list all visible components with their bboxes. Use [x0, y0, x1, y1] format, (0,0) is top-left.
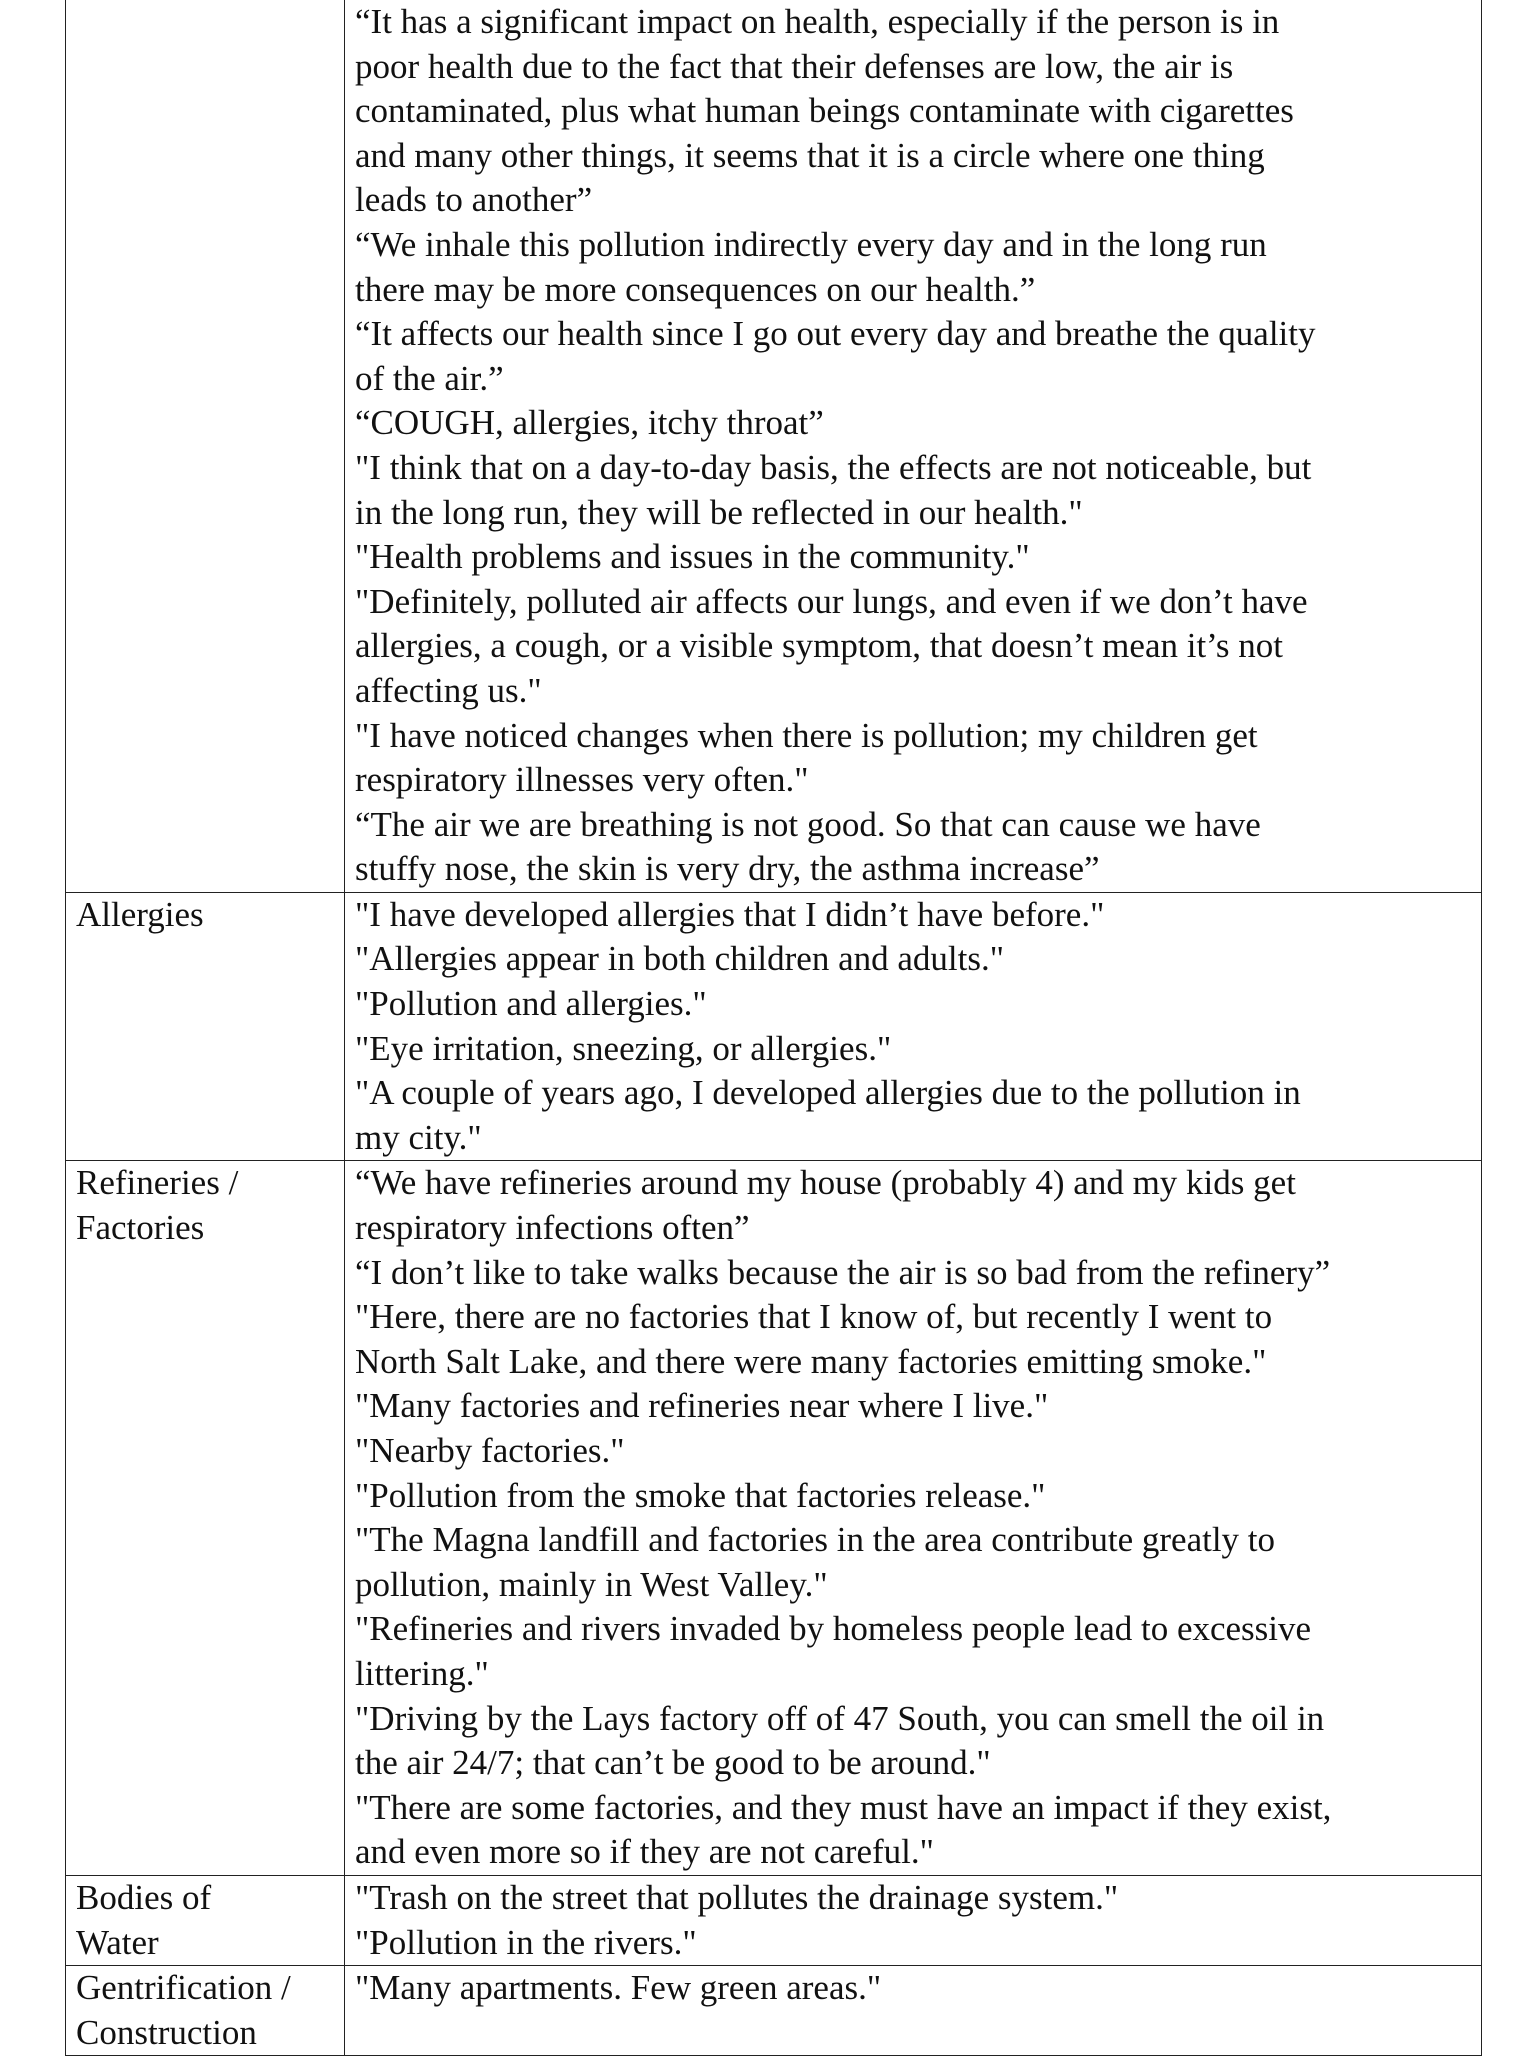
theme-cell [66, 892, 345, 1161]
quote-line: and even more so if they are not careful." [355, 1832, 934, 1872]
theme-label-line: Refineries / [76, 1163, 239, 1203]
quote [355, 893, 1471, 938]
quote [355, 803, 1471, 892]
quote [355, 223, 1471, 312]
quote-line: North Salt Lake, and there were many factories emitting smoke." [355, 1341, 1267, 1381]
quote-line: in the long run, they will be reflected in our health." [355, 492, 1083, 532]
table-row [66, 0, 1482, 892]
quote-line: “It affects our health since I go out every day and breathe the quality [355, 314, 1316, 354]
quote-line: "Pollution from the smoke that factories release." [355, 1475, 1046, 1515]
quote-line: my city." [355, 1117, 482, 1157]
table-row [66, 1966, 1482, 2056]
theme-cell [66, 1161, 345, 1876]
quote-line: and many other things, it seems that it is a circle where one thing [355, 135, 1265, 175]
quote-line: "Eye irritation, sneezing, or allergies." [355, 1028, 892, 1068]
quote [355, 1876, 1471, 1921]
quote [355, 580, 1471, 714]
quote-line: “It has a significant impact on health, especially if the person is in [355, 2, 1280, 41]
quote-line: respiratory infections often” [355, 1208, 750, 1248]
table-row [66, 892, 1482, 1161]
quote-line: "Driving by the Lays factory off of 47 South, you can smell the oil in [355, 1698, 1325, 1738]
quote [355, 1518, 1471, 1607]
theme-label-line: Factories [76, 1208, 205, 1248]
quote [355, 937, 1471, 982]
document-page [65, 0, 1461, 2056]
responses-cell [345, 1966, 1482, 2056]
quote-line: there may be more consequences on our health.” [355, 269, 1036, 309]
quote-line: poor health due to the fact that their defenses are low, the air is [355, 46, 1234, 86]
quote [355, 1071, 1471, 1160]
table-row [66, 1161, 1482, 1876]
quote-line: “We have refineries around my house (probably 4) and my kids get [355, 1163, 1296, 1203]
quote-line: "Here, there are no factories that I know of, but recently I went to [355, 1297, 1273, 1337]
quote [355, 1295, 1471, 1384]
themes-quotes-table [65, 0, 1482, 2056]
quote-line: contaminated, plus what human beings contaminate with cigarettes [355, 91, 1294, 131]
table-body [66, 0, 1482, 2056]
quote-line: “COUGH, allergies, itchy throat” [355, 403, 824, 443]
quote-line: allergies, a cough, or a visible symptom, that doesn’t mean it’s not [355, 626, 1283, 666]
quote-line: "I think that on a day-to-day basis, the effects are not noticeable, but [355, 447, 1312, 487]
quote-line: the air 24/7; that can’t be good to be around." [355, 1743, 991, 1783]
responses-cell [345, 892, 1482, 1161]
theme-cell [66, 1966, 345, 2056]
quote [355, 1697, 1471, 1786]
theme-label-line: Gentrification / [76, 1968, 291, 2008]
quote-line: "Pollution in the rivers." [355, 1922, 697, 1962]
quote-line: "The Magna landfill and factories in the area contribute greatly to [355, 1520, 1276, 1560]
responses-cell [345, 1161, 1482, 1876]
quote-line: pollution, mainly in West Valley." [355, 1564, 828, 1604]
quote-line: stuffy nose, the skin is very dry, the asthma increase” [355, 849, 1100, 889]
quote [355, 1027, 1471, 1072]
theme-label-line: Water [76, 1922, 159, 1962]
quote [355, 1966, 1471, 2011]
quote-line: respiratory illnesses very often." [355, 760, 809, 800]
quote [355, 446, 1471, 535]
quote [355, 1429, 1471, 1474]
quote-line: "Many factories and refineries near where I live." [355, 1386, 1049, 1426]
quote-line: “The air we are breathing is not good. So that can cause we have [355, 804, 1261, 844]
quote [355, 1786, 1471, 1875]
quote [355, 0, 1471, 223]
quote-line: "Nearby factories." [355, 1431, 625, 1470]
quote-line: "There are some factories, and they must have an impact if they exist, [355, 1787, 1332, 1827]
quote [355, 1384, 1471, 1429]
theme-label-line: Construction [76, 2012, 257, 2052]
quote [355, 1161, 1471, 1250]
theme-label-line: Allergies [76, 894, 204, 934]
quote-line: "Refineries and rivers invaded by homeless people lead to excessive [355, 1609, 1312, 1649]
responses-cell [345, 1875, 1482, 1965]
quote-line: littering." [355, 1653, 489, 1693]
responses-cell [345, 0, 1482, 892]
theme-cell [66, 1875, 345, 1965]
quote-line: "Many apartments. Few green areas." [355, 1968, 882, 2008]
quote [355, 312, 1471, 401]
quote-line: "I have noticed changes when there is pollution; my children get [355, 715, 1258, 755]
table-row [66, 1875, 1482, 1965]
quote-line: "I have developed allergies that I didn’t have before." [355, 894, 1105, 934]
quote-line: “I don’t like to take walks because the air is so bad from the refinery” [355, 1252, 1331, 1292]
quote [355, 1251, 1471, 1296]
quote [355, 982, 1471, 1027]
theme-label-line: Bodies of [76, 1877, 212, 1917]
quote-line: "Definitely, polluted air affects our lungs, and even if we don’t have [355, 581, 1308, 621]
quote-line: “We inhale this pollution indirectly every day and in the long run [355, 224, 1267, 264]
theme-cell [66, 0, 345, 892]
quote-line: "Allergies appear in both children and adults." [355, 939, 1005, 979]
quote-line: "A couple of years ago, I developed allergies due to the pollution in [355, 1073, 1301, 1113]
quote [355, 401, 1471, 446]
quote [355, 1921, 1471, 1966]
quote [355, 535, 1471, 580]
quote-line: "Health problems and issues in the community." [355, 537, 1030, 577]
quote-line: affecting us." [355, 670, 542, 710]
quote-line: leads to another” [355, 180, 593, 220]
quote [355, 1607, 1471, 1696]
quote [355, 714, 1471, 803]
quote [355, 1474, 1471, 1519]
quote-line: of the air.” [355, 358, 504, 398]
quote-line: "Trash on the street that pollutes the drainage system." [355, 1877, 1119, 1917]
quote-line: "Pollution and allergies." [355, 984, 707, 1024]
